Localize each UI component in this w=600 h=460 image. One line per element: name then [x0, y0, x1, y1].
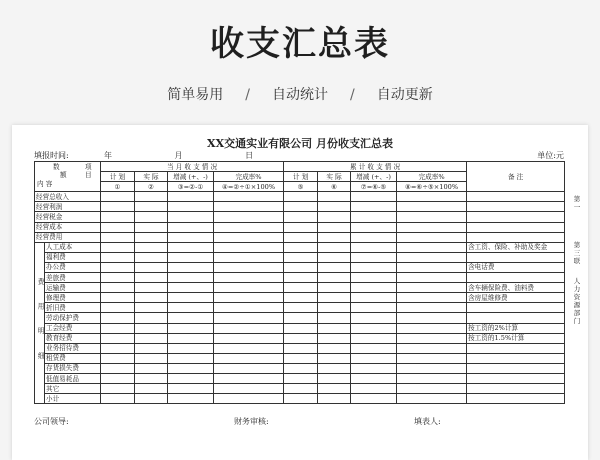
value-cell[interactable] — [284, 252, 318, 262]
value-cell[interactable] — [397, 384, 467, 394]
value-cell[interactable] — [351, 343, 397, 353]
tag-separator: / — [245, 87, 250, 103]
value-cell[interactable] — [135, 273, 168, 283]
row-label: 存货损失费 — [45, 363, 101, 373]
value-cell[interactable] — [397, 212, 467, 222]
value-cell[interactable] — [135, 373, 168, 383]
finance-label: 财务审核: — [234, 417, 269, 426]
value-cell[interactable] — [351, 384, 397, 394]
value-cell[interactable] — [397, 232, 467, 242]
value-cell[interactable] — [318, 283, 351, 293]
row-label: 教育经费 — [45, 333, 101, 343]
value-cell[interactable] — [101, 363, 135, 373]
note-cell[interactable] — [467, 353, 565, 363]
value-cell[interactable] — [284, 323, 318, 333]
value-cell[interactable] — [351, 232, 397, 242]
value-cell[interactable] — [135, 232, 168, 242]
corner-mu: 目 — [85, 171, 92, 179]
value-cell[interactable] — [168, 283, 214, 293]
header-actual: 实 际 — [318, 172, 351, 182]
formula-c2: ② — [135, 182, 168, 192]
value-cell[interactable] — [284, 212, 318, 222]
fill-date: 年 月 日 — [104, 151, 284, 160]
row-label: 经营总收入 — [35, 192, 101, 202]
note-cell[interactable] — [467, 202, 565, 212]
value-cell[interactable] — [284, 353, 318, 363]
value-cell[interactable] — [318, 212, 351, 222]
value-cell[interactable] — [135, 262, 168, 272]
header-plan: 计 划 — [284, 172, 318, 182]
value-cell[interactable] — [351, 242, 397, 252]
value-cell[interactable] — [284, 313, 318, 323]
corner-e: 额 — [60, 171, 67, 179]
value-cell[interactable] — [318, 222, 351, 232]
value-cell[interactable] — [101, 313, 135, 323]
value-cell[interactable] — [214, 303, 284, 313]
value-cell[interactable] — [284, 232, 318, 242]
value-cell[interactable] — [318, 373, 351, 383]
value-cell[interactable] — [284, 394, 318, 404]
side-note-third-copy: 第三联 — [573, 241, 581, 265]
note-cell[interactable]: 按工资的1.5%计算 — [467, 333, 565, 343]
value-cell[interactable] — [318, 343, 351, 353]
value-cell[interactable] — [168, 303, 214, 313]
table-row — [35, 323, 565, 333]
note-cell[interactable] — [467, 313, 565, 323]
table-row — [35, 222, 565, 232]
value-cell[interactable] — [214, 273, 284, 283]
formula-c6: ⑥ — [318, 182, 351, 192]
value-cell[interactable] — [101, 394, 135, 404]
table-row — [35, 353, 565, 363]
value-cell[interactable] — [214, 333, 284, 343]
table-row — [35, 384, 565, 394]
leader-label: 公司领导: — [34, 417, 69, 426]
table-row — [35, 283, 565, 293]
value-cell[interactable] — [135, 283, 168, 293]
value-cell[interactable] — [284, 262, 318, 272]
value-cell[interactable] — [284, 222, 318, 232]
header-change: 增减 (+、-) — [168, 172, 214, 182]
value-cell[interactable] — [168, 273, 214, 283]
value-cell[interactable] — [214, 394, 284, 404]
value-cell[interactable] — [101, 232, 135, 242]
feature-tags — [0, 84, 600, 104]
value-cell[interactable] — [168, 384, 214, 394]
value-cell[interactable] — [397, 313, 467, 323]
value-cell[interactable] — [284, 333, 318, 343]
value-cell[interactable] — [101, 323, 135, 333]
corner-content: 内 容 — [37, 180, 53, 188]
value-cell[interactable] — [101, 303, 135, 313]
row-label: 经营利润 — [35, 202, 101, 212]
value-cell[interactable] — [397, 262, 467, 272]
value-cell[interactable] — [101, 373, 135, 383]
value-cell[interactable] — [351, 222, 397, 232]
note-cell[interactable] — [467, 373, 565, 383]
value-cell[interactable] — [135, 313, 168, 323]
row-label: 业务招待费 — [45, 343, 101, 353]
value-cell[interactable] — [318, 232, 351, 242]
header-rate: 完成率% — [397, 172, 467, 182]
value-cell[interactable] — [135, 252, 168, 262]
table-row — [35, 293, 565, 303]
value-cell[interactable] — [214, 293, 284, 303]
note-cell[interactable]: 按工资的2%计算 — [467, 323, 565, 333]
value-cell[interactable] — [214, 242, 284, 252]
value-cell[interactable] — [284, 373, 318, 383]
value-cell[interactable] — [284, 343, 318, 353]
fill-info-row — [34, 150, 564, 161]
value-cell[interactable] — [318, 313, 351, 323]
value-cell[interactable] — [318, 273, 351, 283]
note-cell[interactable]: 含房屋维修费 — [467, 293, 565, 303]
value-cell[interactable] — [351, 293, 397, 303]
value-cell[interactable] — [101, 262, 135, 272]
table-row — [35, 313, 565, 323]
value-cell[interactable] — [101, 333, 135, 343]
row-label: 经营成本 — [35, 222, 101, 232]
formula-c7: ⑦=⑥-⑤ — [351, 182, 397, 192]
value-cell[interactable] — [168, 192, 214, 202]
row-label: 修理费 — [45, 293, 101, 303]
note-cell[interactable] — [467, 394, 565, 404]
value-cell[interactable] — [351, 313, 397, 323]
value-cell[interactable] — [135, 384, 168, 394]
value-cell[interactable] — [168, 232, 214, 242]
value-cell[interactable] — [397, 303, 467, 313]
row-label: 折旧费 — [45, 303, 101, 313]
table-row — [35, 202, 565, 212]
value-cell[interactable] — [318, 323, 351, 333]
value-cell[interactable] — [397, 202, 467, 212]
value-cell[interactable] — [101, 242, 135, 252]
value-cell[interactable] — [214, 202, 284, 212]
value-cell[interactable] — [214, 232, 284, 242]
table-row — [35, 273, 565, 283]
value-cell[interactable] — [284, 242, 318, 252]
value-cell[interactable] — [318, 242, 351, 252]
value-cell[interactable] — [214, 313, 284, 323]
header-rate: 完成率% — [214, 172, 284, 182]
row-label: 经营税金 — [35, 212, 101, 222]
formula-c8: ⑧=⑥÷⑤×100% — [397, 182, 467, 192]
value-cell[interactable] — [135, 303, 168, 313]
row-label: 租赁费 — [45, 353, 101, 363]
value-cell[interactable] — [397, 323, 467, 333]
value-cell[interactable] — [168, 252, 214, 262]
value-cell[interactable] — [284, 293, 318, 303]
value-cell[interactable] — [135, 202, 168, 212]
value-cell[interactable] — [214, 192, 284, 202]
value-cell[interactable] — [351, 394, 397, 404]
value-cell[interactable] — [351, 353, 397, 363]
row-label: 工会经费 — [45, 323, 101, 333]
value-cell[interactable] — [397, 394, 467, 404]
value-cell[interactable] — [168, 262, 214, 272]
value-cell[interactable] — [318, 394, 351, 404]
value-cell[interactable] — [318, 293, 351, 303]
value-cell[interactable] — [168, 313, 214, 323]
value-cell[interactable] — [318, 363, 351, 373]
value-cell[interactable] — [351, 323, 397, 333]
note-cell[interactable] — [467, 212, 565, 222]
value-cell[interactable] — [397, 343, 467, 353]
value-cell[interactable] — [318, 384, 351, 394]
value-cell[interactable] — [101, 384, 135, 394]
header-actual: 实 际 — [135, 172, 168, 182]
value-cell[interactable] — [214, 212, 284, 222]
value-cell[interactable] — [101, 212, 135, 222]
value-cell[interactable] — [214, 252, 284, 262]
row-label: 差旅费 — [45, 273, 101, 283]
note-cell[interactable] — [467, 252, 565, 262]
value-cell[interactable] — [135, 394, 168, 404]
value-cell[interactable] — [214, 363, 284, 373]
value-cell[interactable] — [135, 293, 168, 303]
filler-label: 填表人: — [414, 417, 441, 426]
value-cell[interactable] — [214, 373, 284, 383]
corner-shu: 数 — [53, 163, 60, 171]
formula-c1: ① — [101, 182, 135, 192]
table-row — [35, 192, 565, 202]
value-cell[interactable] — [284, 273, 318, 283]
note-cell[interactable] — [467, 192, 565, 202]
note-cell[interactable]: 含电话费 — [467, 262, 565, 272]
note-cell[interactable]: 含工资、保险、补助及奖金 — [467, 242, 565, 252]
header-plan: 计 划 — [101, 172, 135, 182]
tag-separator: / — [350, 87, 355, 103]
value-cell[interactable] — [397, 293, 467, 303]
value-cell[interactable] — [284, 192, 318, 202]
value-cell[interactable] — [214, 343, 284, 353]
row-label: 劳动保护费 — [45, 313, 101, 323]
value-cell[interactable] — [397, 283, 467, 293]
value-cell[interactable] — [351, 333, 397, 343]
value-cell[interactable] — [351, 252, 397, 262]
value-cell[interactable] — [168, 212, 214, 222]
corner-xiang: 项 — [85, 163, 92, 171]
value-cell[interactable] — [135, 192, 168, 202]
note-cell[interactable] — [467, 273, 565, 283]
value-cell[interactable] — [135, 222, 168, 232]
value-cell[interactable] — [168, 394, 214, 404]
header-change: 增减 (+、-) — [351, 172, 397, 182]
detail-group-label — [35, 242, 45, 404]
value-cell[interactable] — [168, 202, 214, 212]
value-cell[interactable] — [168, 373, 214, 383]
value-cell[interactable] — [168, 363, 214, 373]
value-cell[interactable] — [168, 242, 214, 252]
value-cell[interactable] — [101, 222, 135, 232]
note-cell[interactable] — [467, 343, 565, 353]
table-row — [35, 252, 565, 262]
value-cell[interactable] — [397, 222, 467, 232]
value-cell[interactable] — [168, 293, 214, 303]
value-cell[interactable] — [284, 363, 318, 373]
value-cell[interactable] — [101, 273, 135, 283]
value-cell[interactable] — [101, 192, 135, 202]
note-cell[interactable] — [467, 363, 565, 373]
table-row — [35, 262, 565, 272]
value-cell[interactable] — [214, 262, 284, 272]
value-cell[interactable] — [168, 222, 214, 232]
value-cell[interactable] — [318, 303, 351, 313]
table-row — [35, 373, 565, 383]
note-cell[interactable] — [467, 222, 565, 232]
document-sheet — [12, 125, 588, 460]
tag-auto-stat: 自动统计 — [272, 87, 328, 103]
value-cell[interactable] — [318, 192, 351, 202]
value-cell[interactable] — [135, 343, 168, 353]
value-cell[interactable] — [284, 283, 318, 293]
value-cell[interactable] — [135, 333, 168, 343]
value-cell[interactable] — [284, 303, 318, 313]
value-cell[interactable] — [284, 384, 318, 394]
value-cell[interactable] — [397, 242, 467, 252]
value-cell[interactable] — [168, 323, 214, 333]
formula-c5: ⑤ — [284, 182, 318, 192]
formula-c3: ③=②-① — [168, 182, 214, 192]
value-cell[interactable] — [135, 242, 168, 252]
page-title: 收支汇总表 — [210, 24, 390, 64]
summary-table — [34, 161, 565, 404]
row-label: 办公费 — [45, 262, 101, 272]
fill-time-label: 填报时间: — [34, 151, 69, 160]
value-cell[interactable] — [101, 283, 135, 293]
row-label: 人工成本 — [45, 242, 101, 252]
side-note-hr: 人力资源部门 — [573, 277, 581, 325]
value-cell[interactable] — [214, 353, 284, 363]
unit-label: 单位:元 — [537, 151, 564, 160]
value-cell[interactable] — [101, 202, 135, 212]
value-cell[interactable] — [135, 323, 168, 333]
tag-easy: 简单易用 — [167, 87, 224, 103]
row-label: 运输费 — [45, 283, 101, 293]
value-cell[interactable] — [101, 343, 135, 353]
table-row — [35, 232, 565, 242]
note-cell[interactable] — [467, 384, 565, 394]
value-cell[interactable] — [318, 262, 351, 272]
document-title: XX交通实业有限公司 月份收支汇总表 — [207, 137, 393, 150]
header-current-month: 当 月 收 支 情 况 — [101, 162, 284, 172]
value-cell[interactable] — [101, 252, 135, 262]
value-cell[interactable] — [214, 323, 284, 333]
value-cell[interactable] — [318, 252, 351, 262]
value-cell[interactable] — [101, 293, 135, 303]
value-cell[interactable] — [351, 202, 397, 212]
value-cell[interactable] — [397, 353, 467, 363]
value-cell[interactable] — [214, 384, 284, 394]
value-cell[interactable] — [397, 363, 467, 373]
tag-auto-update: 自动更新 — [376, 87, 433, 103]
value-cell[interactable] — [214, 283, 284, 293]
row-label: 其它 — [45, 384, 101, 394]
value-cell[interactable] — [397, 273, 467, 283]
row-label: 经营费用 — [35, 232, 101, 242]
value-cell[interactable] — [351, 192, 397, 202]
value-cell[interactable] — [284, 202, 318, 212]
value-cell[interactable] — [397, 192, 467, 202]
value-cell[interactable] — [351, 273, 397, 283]
value-cell[interactable] — [351, 283, 397, 293]
value-cell[interactable] — [168, 333, 214, 343]
value-cell[interactable] — [351, 363, 397, 373]
detail-group-text: 费 用 明 细 — [36, 277, 44, 367]
value-cell[interactable] — [351, 212, 397, 222]
side-note-first: 第一 — [573, 195, 581, 211]
row-label: 小计 — [45, 394, 101, 404]
value-cell[interactable] — [318, 202, 351, 212]
value-cell[interactable] — [397, 373, 467, 383]
header-corner — [35, 162, 101, 192]
value-cell[interactable] — [135, 353, 168, 363]
value-cell[interactable] — [168, 343, 214, 353]
note-cell[interactable]: 含车辆保险费、油料费 — [467, 283, 565, 293]
row-label: 低值易耗品 — [45, 373, 101, 383]
row-label: 福利费 — [45, 252, 101, 262]
table-row — [35, 333, 565, 343]
formula-c4: ④=②÷①×100% — [214, 182, 284, 192]
value-cell[interactable] — [351, 373, 397, 383]
table-row — [35, 303, 565, 313]
value-cell[interactable] — [351, 303, 397, 313]
table-row — [35, 242, 565, 252]
note-cell[interactable] — [467, 303, 565, 313]
value-cell[interactable] — [101, 353, 135, 363]
value-cell[interactable] — [318, 353, 351, 363]
note-cell[interactable] — [467, 232, 565, 242]
value-cell[interactable] — [397, 333, 467, 343]
value-cell[interactable] — [168, 353, 214, 363]
header-note: 备 注 — [467, 162, 565, 192]
header-cumulative: 累 计 收 支 情 况 — [284, 162, 467, 172]
value-cell[interactable] — [397, 252, 467, 262]
value-cell[interactable] — [135, 363, 168, 373]
table-row — [35, 212, 565, 222]
value-cell[interactable] — [135, 212, 168, 222]
table-row — [35, 394, 565, 404]
value-cell[interactable] — [351, 262, 397, 272]
table-row — [35, 363, 565, 373]
value-cell[interactable] — [318, 333, 351, 343]
table-row — [35, 343, 565, 353]
value-cell[interactable] — [214, 222, 284, 232]
